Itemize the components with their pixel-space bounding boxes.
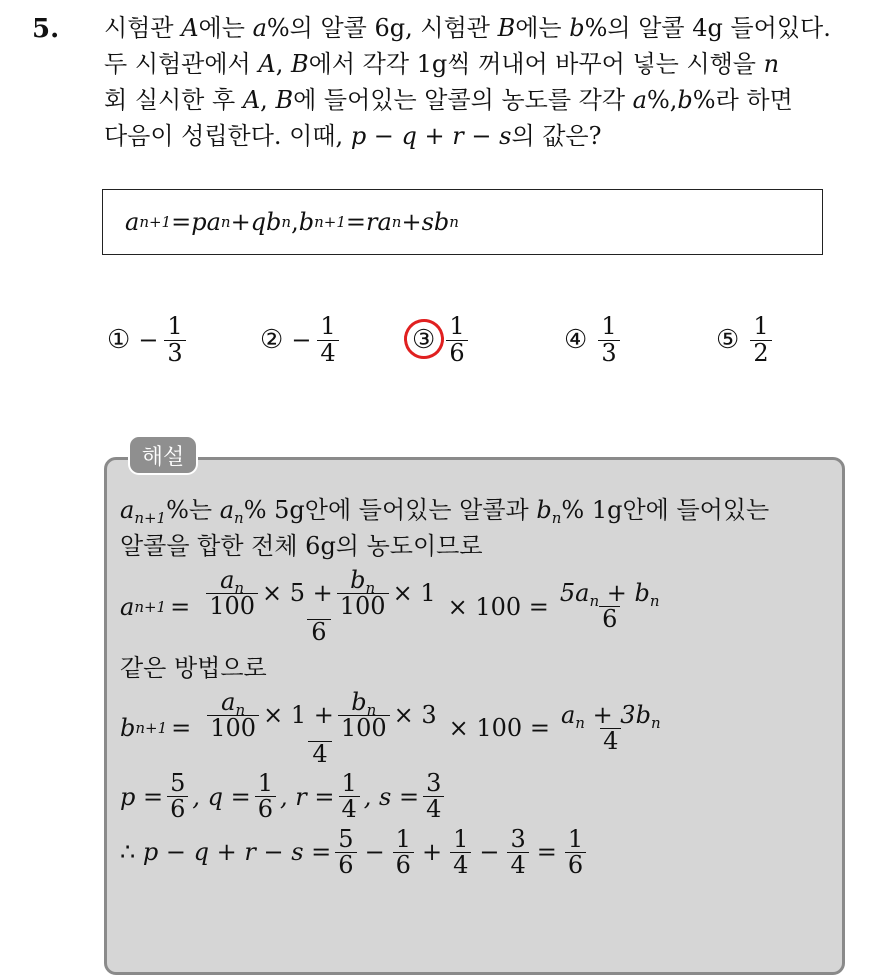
question-number: 5.	[32, 14, 60, 44]
choice-2-label: ②	[260, 325, 284, 355]
choice-5-label: ⑤	[716, 325, 740, 355]
question-text	[104, 10, 864, 154]
pqrs-values: p = $\frac{5}{6}$ , q = $\frac{1}{6}$ , r = $\frac{1}{4}$ , s = $\frac{3}{4}$	[120, 771, 840, 822]
equation-a-result-fraction: $\frac{5a_n + b_n}{6}$	[559, 579, 660, 634]
solution-line-1: $a_{n+1}\%$는 $a_n\%$ 5g안에 들어있는 알콜과 $b_n\%$ 1g안에 들어있는	[120, 496, 770, 527]
choice-3-label: ③	[412, 325, 435, 355]
choice-1-fraction: $\frac{1}{3}$	[164, 314, 185, 365]
choice-2-sign: −	[291, 326, 312, 354]
choice-1-sign: −	[138, 326, 159, 354]
choice-4-fraction: $\frac{1}{3}$	[598, 314, 619, 365]
choice-1[interactable]	[107, 305, 189, 375]
question-line-2: 두 시험관에서 A, B에서 각각 1g씩 꺼내어 바꾸어 넣는 시행을 n	[104, 50, 780, 78]
choice-1-label: ①	[107, 325, 131, 355]
answer-choices	[0, 305, 884, 375]
therefore-symbol: ∴	[120, 838, 136, 867]
choice-5-fraction: $\frac{1}{2}$	[750, 314, 771, 365]
choice-4[interactable]	[564, 305, 623, 375]
equation-a-next: a n+1 = $\frac{a_n}{100}$ × 5 + $\frac{b_n}{100}$ × 1 6 × 100 = $\frac{5a_n + b_n}{6}$	[120, 568, 840, 646]
question-line-4: 다음이 성립한다. 이때, p − q + r − s의 값은?	[104, 122, 602, 150]
choice-5[interactable]	[716, 305, 775, 375]
equation-b-next: b n+1 = $\frac{a_n}{100}$ × 1 + $\frac{b_n}{100}$ × 3 4 × 100 = $\frac{a_n + 3b_n}{4}$	[120, 690, 840, 768]
solution-tab: 해설	[128, 435, 198, 475]
equation-b-main-fraction: $\frac{a_n}{100}$ × 1 + $\frac{b_n}{100}$ × 3 4	[199, 690, 440, 768]
choice-4-label: ④	[564, 325, 588, 355]
solution-content	[120, 492, 840, 882]
question-line-1: 시험관 A에는 a%의 알콜 6g, 시험관 B에는 b%의 알콜 4g 들어있다.	[104, 14, 831, 42]
solution-line-3: 같은 방법으로	[120, 653, 267, 682]
final-answer: ∴ p − q + r − s = $\frac{5}{6}$ − $\frac{1}{6}$ + $\frac{1}{4}$ − $\frac{3}{4}$ = $\frac{1}{6}$	[120, 827, 840, 878]
choice-2[interactable]	[260, 305, 342, 375]
selected-answer-mark	[400, 315, 449, 364]
solution-line-2: 알콜을 합한 전체 6g의 농도이므로	[120, 532, 483, 560]
equation-b-result-fraction: $\frac{a_n + 3b_n}{4}$	[560, 700, 661, 755]
choice-3-fraction: $\frac{1}{6}$	[446, 314, 467, 365]
question-line-3: 회 실시한 후 A, B에 들어있는 알콜의 농도를 각각 a%,b%라 하면	[104, 86, 793, 114]
equation-a-main-fraction: $\frac{a_n}{100}$ × 5 + $\frac{b_n}{100}$ × 1 6	[198, 568, 439, 646]
choice-3[interactable]	[412, 305, 471, 375]
recurrence-formula-box: a n+1 = p a n + q b n , b n+1 = r a n + s b n	[102, 189, 823, 255]
choice-2-fraction: $\frac{1}{4}$	[317, 314, 338, 365]
